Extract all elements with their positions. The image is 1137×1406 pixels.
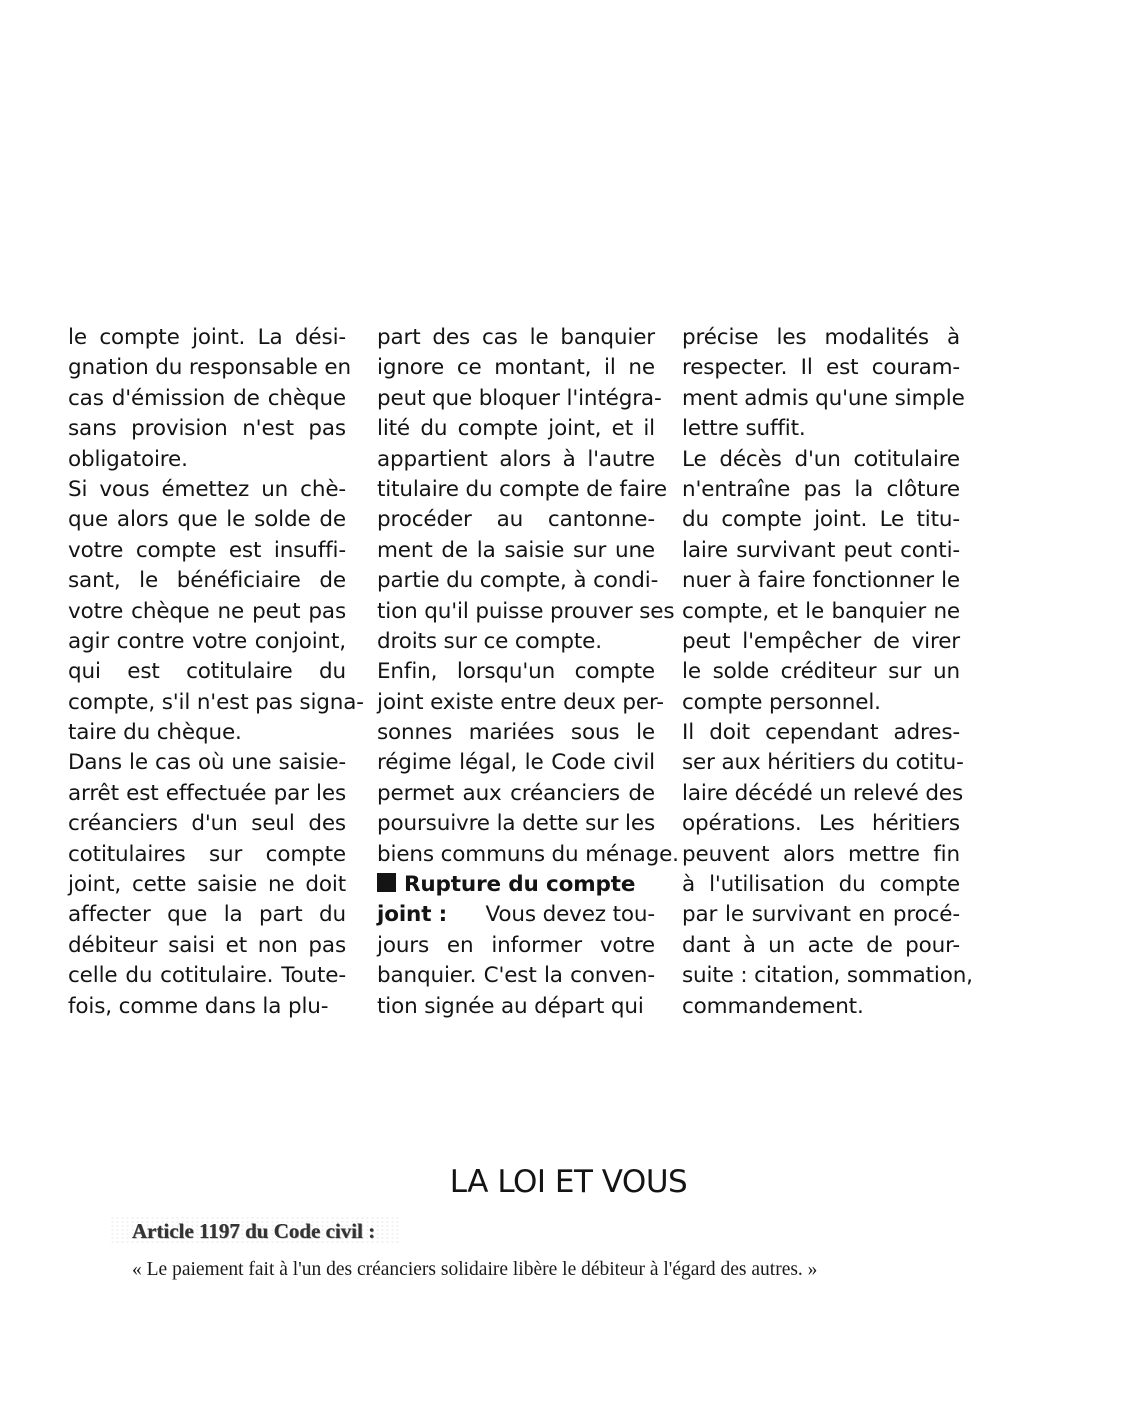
text-line <box>377 900 655 930</box>
text-line: part des cas le banquier <box>377 325 655 350</box>
column-2 <box>377 323 679 1022</box>
text-line: jours en informer votre <box>377 932 655 958</box>
text-line: agir contre votre conjoint, <box>68 628 346 654</box>
text-line: procéder au cantonne- <box>377 507 655 533</box>
column-3 <box>682 323 973 1022</box>
text-line: dant à un acte de pour- <box>682 932 960 958</box>
text-line: obligatoire. <box>68 446 188 472</box>
text-line: votre compte est insuffi- <box>68 537 346 563</box>
text-line: compte personnel. <box>682 689 881 715</box>
text-line: partie du compte, à condi- <box>377 568 659 594</box>
text-line: régime légal, le Code civil <box>377 750 655 776</box>
text-line: cas d'émission de chèque <box>68 385 346 411</box>
text-line: débiteur saisi et non pas <box>68 932 346 958</box>
text-line: que alors que le solde de <box>68 507 346 533</box>
article-heading: Article 1197 du Code civil : <box>132 1219 376 1243</box>
text-line: peut que bloquer l'intégra- <box>377 385 662 411</box>
text-line: biens communs du ménage. <box>377 841 679 867</box>
text-line: suite : citation, sommation, <box>682 963 973 989</box>
text-line: lité du compte joint, et il <box>377 416 655 442</box>
column-1 <box>68 323 364 1022</box>
text-line: sonnes mariées sous le <box>377 720 655 746</box>
text-line: arrêt est effectuée par les <box>68 780 346 806</box>
text-line: n'entraîne pas la clôture <box>682 476 960 502</box>
text-line: Si vous émettez un chè- <box>68 476 346 502</box>
text-line: Dans le cas où une saisie- <box>68 750 346 776</box>
text-line: sant, le bénéficiaire de <box>68 568 346 594</box>
text-line: nuer à faire fonctionner le <box>682 568 960 594</box>
text-line: du compte joint. Le titu- <box>682 507 960 533</box>
text-line: tion qu'il puisse prouver ses <box>377 598 675 624</box>
text-line: fois, comme dans la plu- <box>68 993 329 1019</box>
text-line: permet aux créanciers de <box>377 780 655 806</box>
text-line: le solde créditeur sur un <box>682 659 960 685</box>
text-line: qui est cotitulaire du <box>68 659 346 685</box>
text-line: créanciers d'un seul des <box>68 811 346 837</box>
text-line: ser aux héritiers du cotitu- <box>682 750 964 776</box>
text-line: ignore ce montant, il ne <box>377 355 655 381</box>
text-line: précise les modalités à <box>682 325 960 350</box>
text-line: laire décédé un relevé des <box>682 780 964 806</box>
bullet-square-icon <box>377 873 396 892</box>
text-line: tion signée au départ qui <box>377 993 644 1019</box>
text-line: taire du chèque. <box>68 720 242 746</box>
text-line: titulaire du compte de faire <box>377 476 667 502</box>
text-line <box>377 870 655 900</box>
article-columns <box>68 323 973 1023</box>
section-title: LA LOI ET VOUS <box>449 1164 688 1200</box>
text-line: Il doit cependant adres- <box>682 720 960 746</box>
text-line: peut l'empêcher de virer <box>682 628 960 654</box>
text-line: affecter que la part du <box>68 902 346 928</box>
text-line: commandement. <box>682 993 864 1019</box>
text-line: compte, et le banquier ne <box>682 598 960 624</box>
text-line: banquier. C'est la conven- <box>377 963 655 989</box>
text-line: Enfin, lorsqu'un compte <box>377 659 655 685</box>
text-line: à l'utilisation du compte <box>682 872 960 898</box>
text-line: ment admis qu'une simple <box>682 385 965 411</box>
text-fragment: Vous devez tou- <box>485 902 655 928</box>
subheading-text: joint : <box>377 902 448 928</box>
text-line: sans provision n'est pas <box>68 416 346 442</box>
text-line: peuvent alors mettre fin <box>682 841 960 867</box>
text-line: joint existe entre deux per- <box>377 689 664 715</box>
text-line: poursuivre la dette sur les <box>377 811 655 837</box>
text-line: par le survivant en procé- <box>682 902 960 928</box>
subheading-text: Rupture du compte <box>404 872 636 898</box>
text-line: lettre suffit. <box>682 416 806 442</box>
text-line: Le décès d'un cotitulaire <box>682 446 960 472</box>
text-line: ment de la saisie sur une <box>377 537 655 563</box>
text-line: laire survivant peut conti- <box>682 537 960 563</box>
text-line: droits sur ce compte. <box>377 628 602 654</box>
text-line: votre chèque ne peut pas <box>68 598 346 624</box>
text-line: le compte joint. La dési- <box>68 325 346 350</box>
text-line: opérations. Les héritiers <box>682 811 960 837</box>
text-line: gnation du responsable en <box>68 355 351 381</box>
text-line: compte, s'il n'est pas signa- <box>68 689 364 715</box>
text-line: cotitulaires sur compte <box>68 841 346 867</box>
article-quote: « Le paiement fait à l'un des créanciers solidaire libère le débiteur à l'égard des autres. » <box>132 1259 818 1280</box>
text-line: appartient alors à l'autre <box>377 446 655 472</box>
text-line: celle du cotitulaire. Toute- <box>68 963 346 989</box>
text-line: respecter. Il est couram- <box>682 355 960 381</box>
text-line: joint, cette saisie ne doit <box>68 872 346 898</box>
